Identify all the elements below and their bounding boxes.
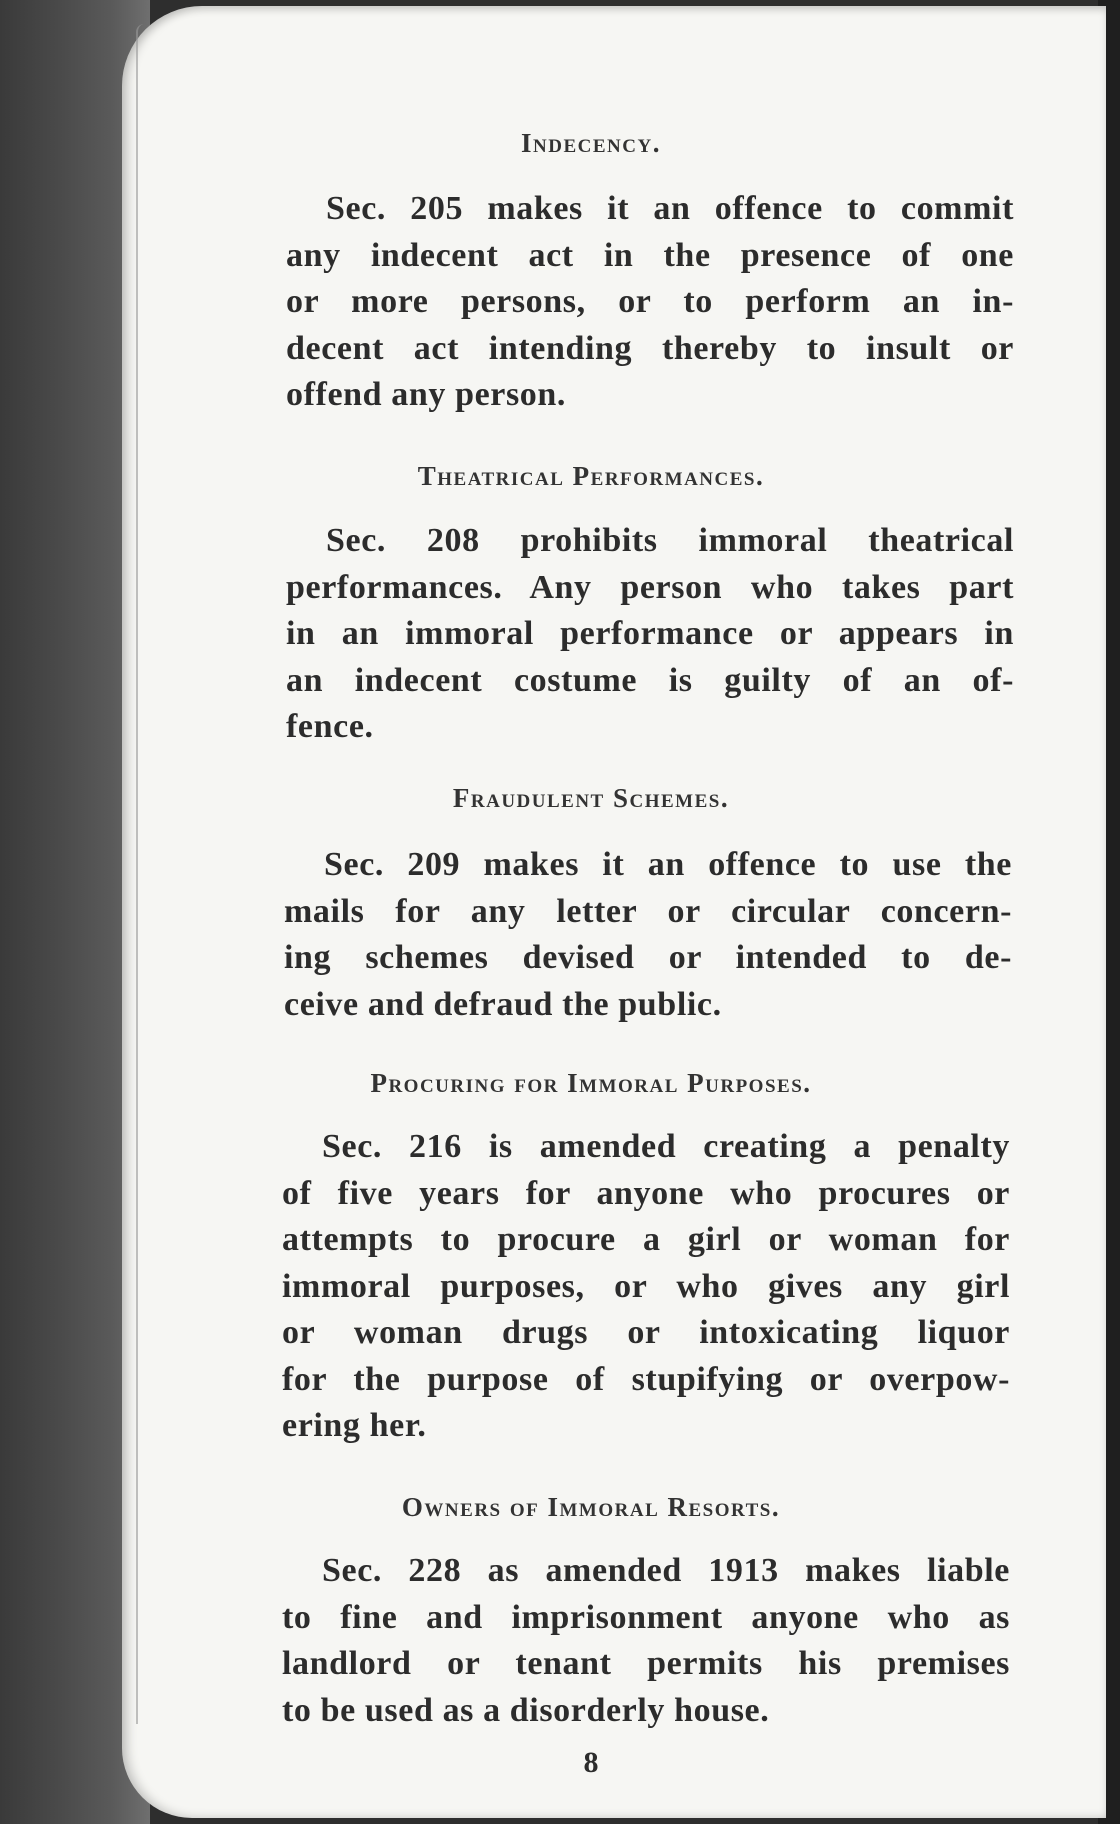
section-paragraph-owners-of-immoral-resorts [282,1548,1010,1734]
text-line: Sec. 205 makes it an offence to commit [326,190,1014,227]
text-line: or woman drugs or intoxicating liquor [282,1314,1010,1351]
text-line: performances. Any person who takes part [286,568,1014,606]
text-line: Sec. 228 as amended 1913 makes liable [322,1552,1010,1589]
section-paragraph-procuring-for-immoral-purposes [282,1124,1010,1450]
text-line: to be used as a disorderly house. [282,1691,770,1729]
text-line: immoral purposes, or who gives any girl [282,1267,1010,1305]
text-line: ering her. [282,1407,427,1444]
text-line: Sec. 209 makes it an offence to use the [324,846,1012,883]
text-line: Sec. 208 prohibits immoral theatrical [326,522,1014,559]
text-line: ceive and defraud the public. [284,985,722,1023]
text-line: landlord or tenant permits his premises [282,1645,1010,1682]
text-line: Sec. 216 is amended creating a penalty [322,1128,1010,1165]
text-line: decent act intending thereby to insult or [286,329,1014,367]
section-heading-procuring-for-immoral-purposes: Procuring for Immoral Purposes. [370,1068,812,1098]
section-paragraph-indecency [286,186,1014,419]
text-line: of five years for anyone who procures or [282,1174,1010,1212]
section-heading-indecency: Indecency. [521,128,661,158]
text-line: for the purpose of stupifying or overpow- [282,1360,1010,1398]
text-line: an indecent costume is guilty of an of- [286,661,1014,699]
section-paragraph-theatrical-performances [286,518,1014,751]
text-line: ing schemes devised or intended to de- [284,939,1012,976]
section-paragraph-fraudulent-schemes [284,842,1012,1028]
text-line: or more persons, or to perform an in- [286,283,1014,320]
text-line: to fine and imprisonment anyone who as [282,1598,1010,1636]
text-line: fence. [286,708,374,745]
section-heading-fraudulent-schemes: Fraudulent Schemes. [452,783,730,813]
text-line: offend any person. [286,376,566,413]
text-line: any indecent act in the presence of one [286,236,1014,274]
section-heading-owners-of-immoral-resorts: Owners of Immoral Resorts. [401,1492,781,1522]
section-heading-theatrical-performances: Theatrical Performances. [417,461,765,491]
page-edge-shadow [136,24,144,1724]
text-line: in an immoral performance or appears in [286,615,1014,652]
text-line: attempts to procure a girl or woman for [282,1221,1010,1258]
text-line: mails for any letter or circular concern- [284,892,1012,930]
page-number: 8 [583,1746,599,1779]
